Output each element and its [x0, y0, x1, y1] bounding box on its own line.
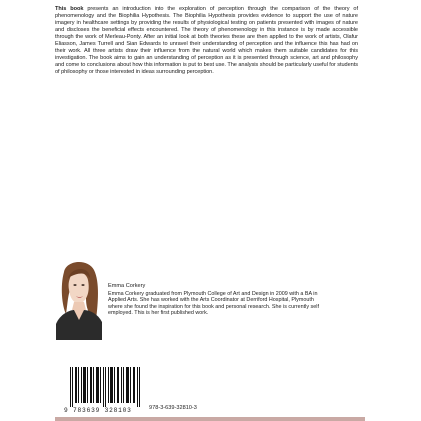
author-section [108, 283, 320, 317]
bottom-accent-bar [55, 417, 365, 421]
blurb-title: This book [55, 6, 84, 12]
barcode-digits: 9 783639 328103 [64, 407, 132, 414]
author-bio: Emma Corkery graduated from Plymouth College of Art and Design in 2009 with a BA in Applied Arts. She has worked with the Arts Coordinator at Derriford Hospital, Plymouth where she found the inspiration for this book and personal research. She is currently self employed. This is her first published work. [108, 290, 319, 317]
isbn: 978-3-639-32810-3 [149, 405, 197, 411]
back-cover-blurb [55, 6, 358, 76]
author-name: Emma Corkery [108, 283, 146, 289]
barcode-bars [66, 367, 146, 407]
author-photo [56, 258, 102, 340]
barcode [66, 367, 146, 415]
blurb-text: presents an introduction into the exploration of perception through the comparison of the theory of phenomenology and the Biophilia Hypothesis. The Biophilia Hypothesis provides evidence to support the use of nature imagery in healthcare settings by providing the results of physiological testing on patients presented with images of nature and discloses the beneficial effects encountered. The theory of phenomenology in this instance is by made accessible through the work of Merleau-Ponty. After an initial look at both theories these are then applied to the work of artists, Olafur Eliasson, James Turrell and Sian Edwards to unravel their understanding of perception and the influence this has had on their work. All three artists draw their influence from the natural world which makes them suitable candidates for this investigation. The book aims to gain an understanding of perception as it is presented through science, art and philosophy and come to conclusions about how this information is put to best use. The analysis should be particularly useful for students of philosophy or those interested in ideas surrounding perception. [55, 6, 358, 76]
